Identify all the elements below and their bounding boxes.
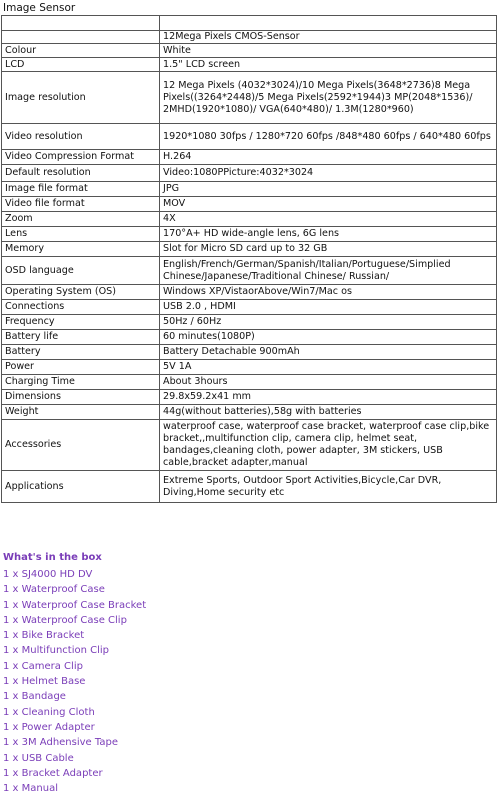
box-item: 1 x Power Adapter: [3, 721, 95, 733]
spec-row: [2, 405, 497, 420]
box-item: 1 x Manual: [3, 783, 58, 795]
spec-row: [2, 315, 497, 330]
spec-label: LCD: [2, 58, 160, 72]
spec-value: 44g(without batteries),58g with batteries: [160, 405, 497, 420]
spec-label: Zoom: [2, 212, 160, 227]
spec-label: Battery: [2, 345, 160, 360]
box-item: 1 x Cleaning Cloth: [3, 706, 95, 718]
spec-label: Video resolution: [2, 124, 160, 150]
spec-label: Charging Time: [2, 375, 160, 390]
spec-value: White: [160, 44, 497, 58]
spec-label: [2, 31, 160, 44]
spec-row: [2, 257, 497, 285]
whats-in-the-box-title: What's in the box: [3, 552, 102, 563]
spec-label: Weight: [2, 405, 160, 420]
spec-row: [2, 375, 497, 390]
spec-label: OSD language: [2, 257, 160, 285]
spec-row: [2, 420, 497, 471]
spec-value: 29.8x59.2x41 mm: [160, 390, 497, 405]
spec-label: Video file format: [2, 197, 160, 212]
spec-value: Extreme Sports, Outdoor Sport Activities,Bicycle,Car DVR, Diving,Home security etc: [160, 471, 497, 503]
box-contents-list: [3, 567, 146, 796]
spec-value: JPG: [160, 182, 497, 197]
box-item: 1 x SJ4000 HD DV: [3, 569, 93, 580]
spec-label: Applications: [2, 471, 160, 503]
spec-value: 1920*1080 30fps / 1280*720 60fps /848*480 60fps / 640*480 60fps: [160, 124, 497, 150]
box-item: 1 x Waterproof Case: [3, 584, 105, 596]
box-item: 1 x Waterproof Case Bracket: [3, 599, 147, 611]
spec-row: [2, 330, 497, 345]
spec-row: [2, 182, 497, 197]
spec-value: Battery Detachable 900mAh: [160, 345, 497, 360]
spec-value: H.264: [160, 150, 497, 165]
spec-label: Default resolution: [2, 165, 160, 182]
spec-value: MOV: [160, 197, 497, 212]
spec-row: [2, 16, 497, 31]
spec-value: Slot for Micro SD card up to 32 GB: [160, 242, 497, 257]
spec-row: [2, 58, 497, 72]
spec-label: Operating System (OS): [2, 285, 160, 300]
spec-row: [2, 212, 497, 227]
spec-row: [2, 285, 497, 300]
spec-label: Power: [2, 360, 160, 375]
image-sensor-heading: Image Sensor: [3, 2, 76, 14]
spec-row: [2, 44, 497, 58]
spec-label: Lens: [2, 227, 160, 242]
spec-label: Accessories: [2, 420, 160, 471]
spec-label: Connections: [2, 300, 160, 315]
spec-row: [2, 31, 497, 44]
spec-label: Image file format: [2, 182, 160, 197]
spec-value: 50Hz / 60Hz: [160, 315, 497, 330]
spec-row: [2, 242, 497, 257]
box-item: 1 x Bandage: [3, 691, 66, 703]
box-item: 1 x Multifunction Clip: [3, 645, 109, 657]
spec-value: 170°A+ HD wide-angle lens, 6G lens: [160, 227, 497, 242]
box-item: 1 x Waterproof Case Clip: [3, 614, 127, 626]
box-item: 1 x Camera Clip: [3, 660, 83, 672]
spec-value: 12Mega Pixels CMOS-Sensor: [160, 31, 497, 44]
spec-value: About 3hours: [160, 375, 497, 390]
spec-label: Video Compression Format: [2, 150, 160, 165]
spec-row: [2, 345, 497, 360]
spec-value: waterproof case, waterproof case bracket, waterproof case clip,bike bracket,,multifunction clip, camera clip, helmet seat, bandages,cleaning cloth, power adapter, 3M stickers, USB cable,bracket adapter,manual: [160, 420, 497, 471]
box-item: 1 x 3M Adhensive Tape: [3, 737, 118, 749]
spec-table: [1, 15, 497, 503]
box-item: 1 x Bike Bracket: [3, 630, 85, 642]
spec-table-body: [2, 16, 497, 503]
spec-value: Video:1080PPicture:4032*3024: [160, 165, 497, 182]
spec-value: 5V 1A: [160, 360, 497, 375]
spec-row: [2, 471, 497, 503]
spec-row: [2, 227, 497, 242]
box-item: 1 x Bracket Adapter: [3, 767, 103, 779]
spec-label: Battery life: [2, 330, 160, 345]
spec-row: [2, 300, 497, 315]
spec-label: Dimensions: [2, 390, 160, 405]
spec-label: Image resolution: [2, 72, 160, 124]
spec-row: [2, 72, 497, 124]
spec-value: Windows XP/VistaorAbove/Win7/Mac os: [160, 285, 497, 300]
spec-label: Frequency: [2, 315, 160, 330]
spec-value: USB 2.0 , HDMI: [160, 300, 497, 315]
box-item: 1 x Helmet Base: [3, 676, 86, 688]
spec-value: 1.5" LCD screen: [160, 58, 497, 72]
spec-label: Colour: [2, 44, 160, 58]
spec-value: [160, 16, 497, 31]
spec-value: 60 minutes(1080P): [160, 330, 497, 345]
spec-label: [2, 16, 160, 31]
spec-value: English/French/German/Spanish/Italian/Portuguese/Simplied Chinese/Japanese/Traditional Chinese/ Russian/: [160, 257, 497, 285]
spec-value: 4X: [160, 212, 497, 227]
spec-row: [2, 390, 497, 405]
spec-row: [2, 165, 497, 182]
spec-label: Memory: [2, 242, 160, 257]
spec-value: 12 Mega Pixels (4032*3024)/10 Mega Pixels(3648*2736)8 Mega Pixels((3264*2448)/5 Mega Pixels(2592*1944)3 MP(2048*1536)/ 2MHD(1920*1080)/ VGA(640*480)/ 1.3M(1280*960): [160, 72, 497, 124]
spec-row: [2, 124, 497, 150]
spec-row: [2, 197, 497, 212]
box-item: 1 x USB Cable: [3, 752, 74, 764]
spec-row: [2, 150, 497, 165]
spec-row: [2, 360, 497, 375]
